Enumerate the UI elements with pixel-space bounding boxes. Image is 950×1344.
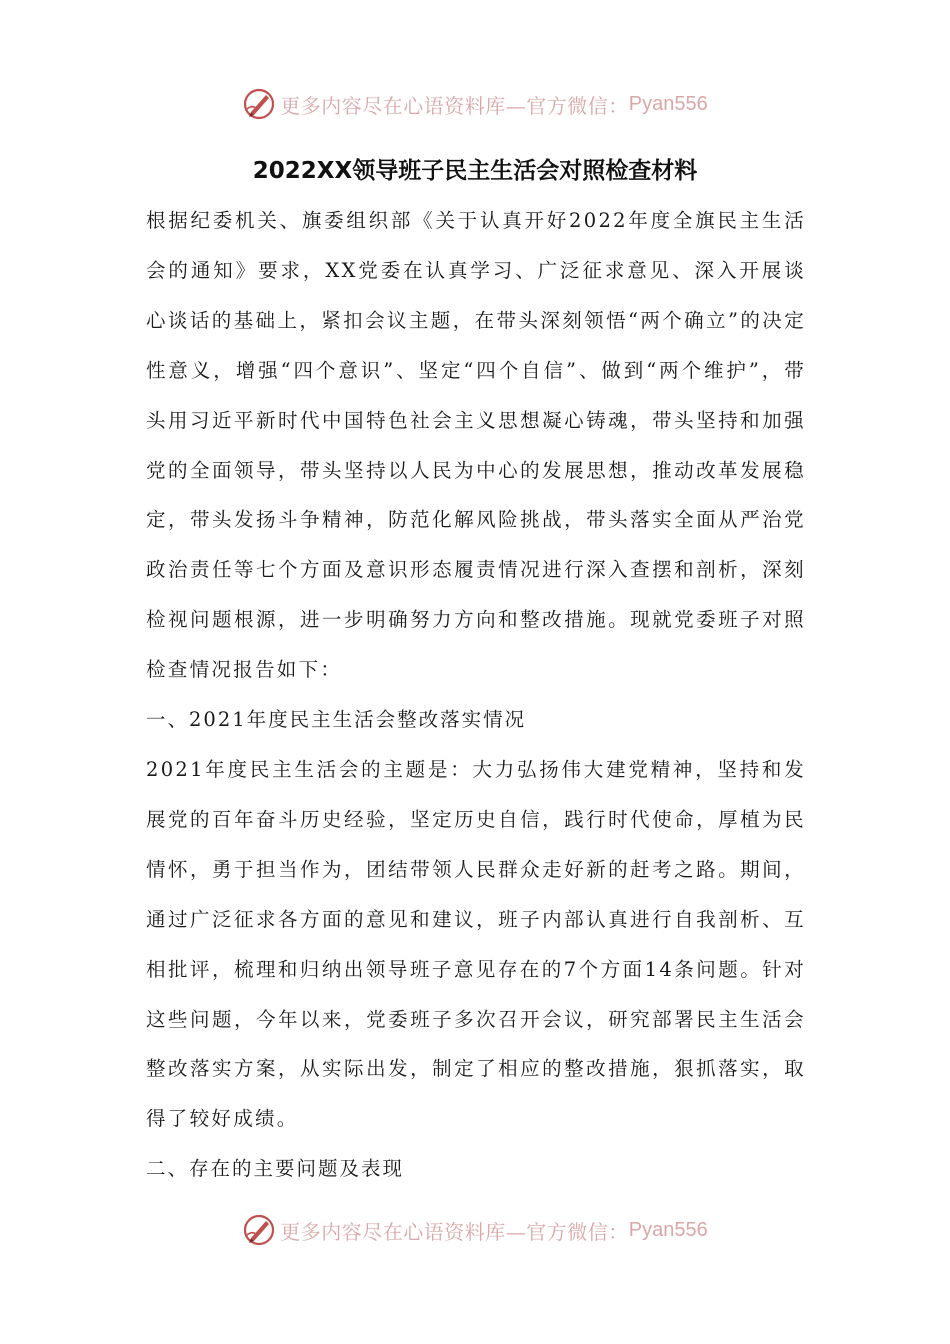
document-body	[146, 196, 806, 1194]
watermark-handle: Pyan556	[628, 1218, 708, 1241]
section-1-paragraph: 2021年度民主生活会的主题是：大力弘扬伟大建党精神，坚持和发展党的百年奋斗历史经验，坚定历史自信，践行时代使命，厚植为民情怀，勇于担当作为，团结带领人民群众走好新的赶考之路。期间，通过广泛征求各方面的意见和建议，班子内部认真进行自我剖析、互相批评，梳理和归纳出领导班子意见存在的7个方面14条问题。针对这些问题，今年以来，党委班子多次召开会议，研究部署民主生活会整改落实方案，从实际出发，制定了相应的整改措施，狠抓落实，取得了较好成绩。	[146, 757, 806, 1131]
intro-paragraph: 根据纪委机关、旗委组织部《关于认真开好2022年度全旗民主生活会的通知》要求，XX党委在认真学习、广泛征求意见、深入开展谈心谈话的基础上，紧扣会议主题，在带头深刻领悟“两个确立”的决定性意义，增强“四个意识”、坚定“四个自信”、做到“两个维护”，带头用习近平新时代中国特色社会主义思想凝心铸魂，带头坚持和加强党的全面领导，带头坚持以人民为中心的发展思想，推动改革发展稳定，带头发扬斗争精神，防范化解风险挑战，带头落实全面从严治党政治责任等七个方面及意识形态履责情况进行深入查摆和剖析，深刻检视问题根源，进一步明确努力方向和整改措施。现就党委班子对照检查情况报告如下：	[146, 209, 806, 682]
watermark-text: 更多内容尽在心语资料库—官方微信：	[280, 1219, 629, 1244]
section-1-heading: 一、2021年度民主生活会整改落实情况	[146, 708, 527, 732]
pen-logo-icon	[242, 1213, 276, 1247]
header-watermark	[0, 84, 950, 124]
document-title: 2022XX领导班子民主生活会对照检查材料	[252, 158, 698, 184]
watermark-text: 更多内容尽在心语资料库—官方微信：	[280, 93, 629, 118]
footer-watermark	[0, 1210, 950, 1250]
pen-logo-icon	[242, 87, 276, 121]
section-2-heading: 二、存在的主要问题及表现	[146, 1157, 405, 1181]
watermark-handle: Pyan556	[628, 92, 708, 115]
